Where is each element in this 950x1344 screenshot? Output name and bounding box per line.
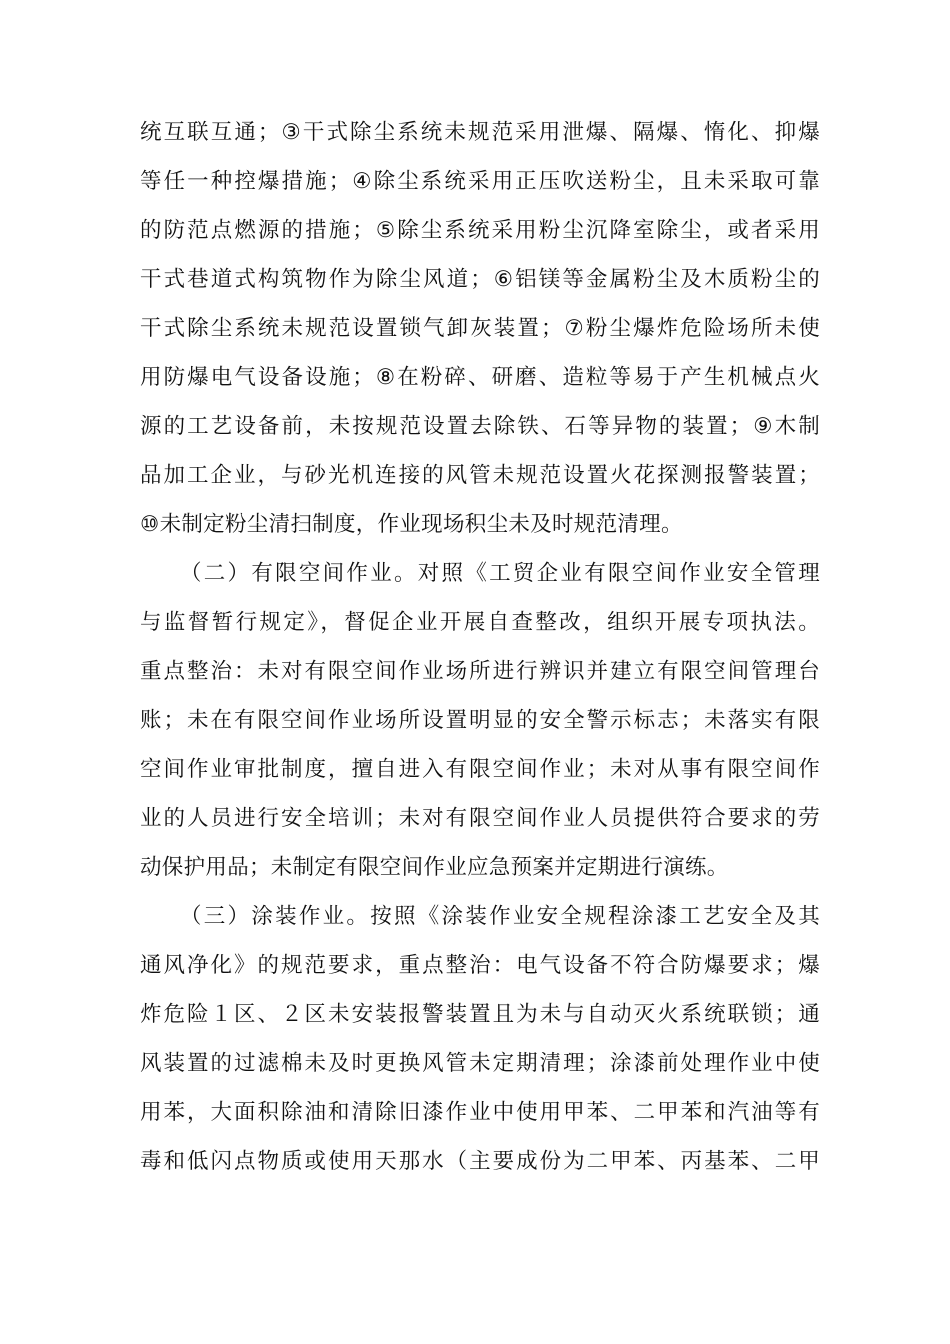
document-page: [140, 108, 820, 1186]
paragraph-confined-space: [140, 549, 820, 892]
text-line: 账；未在有限空间作业场所设置明显的安全警示标志；未落实有限: [140, 708, 820, 733]
text-line: 用防爆电气设备设施；⑧在粉碎、研磨、造粒等易于产生机械点火: [140, 365, 820, 390]
text-line: 毒和低闪点物质或使用天那水（主要成份为二甲苯、丙基苯、二甲: [140, 1149, 820, 1174]
text-line: 空间作业审批制度，擅自进入有限空间作业；未对从事有限空间作: [140, 757, 820, 782]
paragraph-coating-work: [140, 892, 820, 1186]
text-line: 的防范点燃源的措施；⑤除尘系统采用粉尘沉降室除尘，或者采用: [140, 218, 820, 243]
text-line: 与监督暂行规定》，督促企业开展自查整改，组织开展专项执法。: [140, 610, 820, 635]
text-line: 通风净化》的规范要求，重点整治：电气设备不符合防爆要求；爆: [140, 953, 820, 978]
text-line: 用苯，大面积除油和清除旧漆作业中使用甲苯、二甲苯和汽油等有: [140, 1100, 820, 1125]
text-line: 统互联互通；③干式除尘系统未规范采用泄爆、隔爆、惰化、抑爆: [140, 120, 820, 145]
section-heading-line: （三）涂装作业。按照《涂装作业安全规程涂漆工艺安全及其: [180, 904, 820, 929]
text-line: 重点整治：未对有限空间作业场所进行辨识并建立有限空间管理台: [140, 659, 820, 684]
text-line: 等任一种控爆措施；④除尘系统采用正压吹送粉尘，且未采取可靠: [140, 169, 820, 194]
text-line: 风装置的过滤棉未及时更换风管未定期清理；涂漆前处理作业中使: [140, 1051, 820, 1076]
text-line: 炸危险１区、２区未安装报警装置且为未与自动灭火系统联锁；通: [140, 1002, 820, 1027]
section-heading-line: （二）有限空间作业。对照《工贸企业有限空间作业安全管理: [180, 561, 820, 586]
text-line: 干式除尘系统未规范设置锁气卸灰装置；⑦粉尘爆炸危险场所未使: [140, 316, 820, 341]
text-line: ⑩未制定粉尘清扫制度，作业现场积尘未及时规范清理。: [140, 512, 683, 537]
text-line: 品加工企业，与砂光机连接的风管未规范设置火花探测报警装置；: [140, 463, 820, 488]
text-line: 干式巷道式构筑物作为除尘风道；⑥铝镁等金属粉尘及木质粉尘的: [140, 267, 820, 292]
text-line: 业的人员进行安全培训；未对有限空间作业人员提供符合要求的劳: [140, 806, 820, 831]
paragraph-dust-explosion-continued: [140, 108, 820, 549]
text-line: 动保护用品；未制定有限空间作业应急预案并定期进行演练。: [140, 855, 729, 880]
text-line: 源的工艺设备前，未按规范设置去除铁、石等异物的装置；⑨木制: [140, 414, 820, 439]
